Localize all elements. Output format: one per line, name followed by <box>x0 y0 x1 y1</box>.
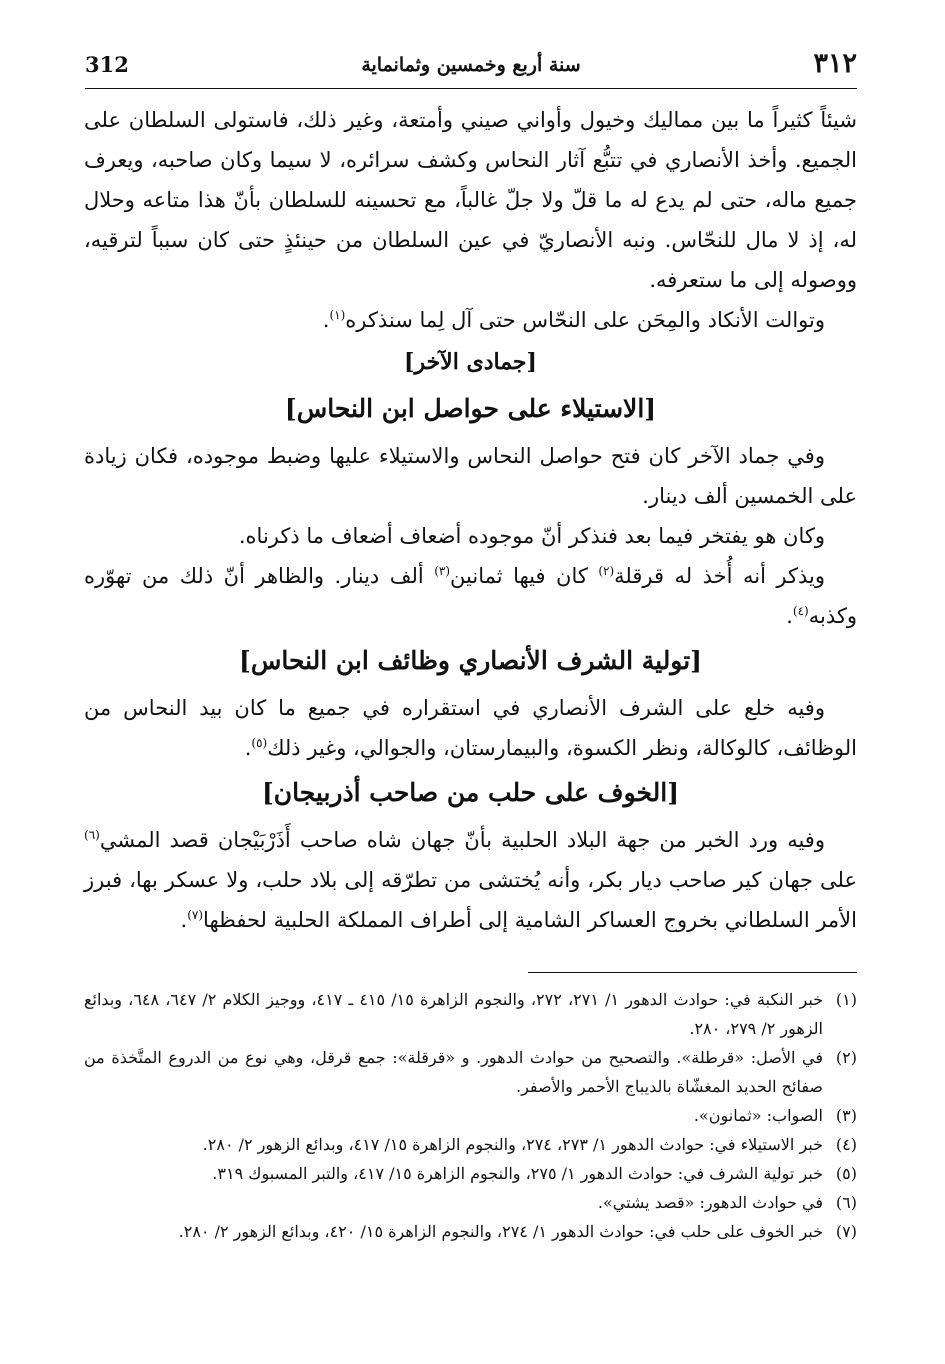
footnote-number: (٥) <box>835 1164 857 1183</box>
paragraph-6 <box>84 688 857 768</box>
footnote-3 <box>84 1101 857 1130</box>
section-heading-3: [الخوف على حلب من صاحب أذربيجان] <box>261 778 680 807</box>
paragraph-7-end: . <box>180 908 188 932</box>
footnotes <box>84 985 857 1246</box>
footnote-ref-6: (٦) <box>84 828 100 842</box>
page-number-latin: 312 <box>85 52 129 77</box>
paragraph-7 <box>84 820 857 940</box>
paragraph-5-c: ألف دينار. والظاهر أنّ ذلك من تهوّره وكذبه <box>84 564 857 628</box>
paragraph-5-a: ويذكر أنه أُخذ له قرقلة <box>614 564 825 588</box>
footnote-ref-1: (١) <box>329 308 346 322</box>
footnote-ref-4: (٤) <box>792 604 809 618</box>
paragraph-5 <box>84 556 857 636</box>
footnote-ref-5: (٥) <box>251 736 268 750</box>
footnote-2 <box>84 1043 857 1101</box>
footnote-text: في الأصل: «قرطلة». والتصحيح من حوادث الدهور. و «قرقلة»: جمع قرقل، وهي نوع من الدروع المتَّخذة من صفائح الحديد المغشّاة بالديباج الأحمر والأصفر. <box>84 1048 823 1096</box>
footnote-separator <box>528 972 857 973</box>
paragraph-4: وكان هو يفتخر فيما بعد فنذكر أنّ موجوده أضعاف أضعاف ما ذكرناه. <box>238 524 825 548</box>
footnote-text: الصواب: «ثمانون». <box>693 1106 823 1125</box>
footnote-number: (٣) <box>835 1106 857 1125</box>
paragraph-3: وفي جماد الآخر كان فتح حواصل النحاس والاستيلاء عليها وضبط موجوده، فكان زيادة على الخمسين ألف دينار. <box>84 444 857 508</box>
paragraph-6-end: . <box>244 736 252 760</box>
paragraph-2-end: . <box>322 308 330 332</box>
footnote-7 <box>84 1217 857 1246</box>
paragraph-1: شيئاً كثيراً ما بين مماليك وخيول وأواني صيني وأمتعة، وغير ذلك، فاستولى السلطان على الجميع. وأخذ الأنصاري في تتبُّع آثار النحاس وكشف سرائره، لا سيما وكان صاحبه، ويعرف جميع ماله، حتى لم يدع له ما قلّ ولا جلّ غالباً، مع تحسينه للسلطان بأنّ هذا متاعه وحلال له، إذ لا مال للنحّاس. ونبه الأنصاريّ في عين السلطان من حينئذٍ حتى كان سبباً لترقيه، ووصوله إلى ما ستعرفه. <box>84 108 857 292</box>
section-heading-2: [تولية الشرف الأنصاري وظائف ابن النحاس] <box>238 646 703 675</box>
footnote-number: (٦) <box>835 1193 857 1212</box>
footnote-6 <box>84 1188 857 1217</box>
footnote-text: خبر الاستيلاء في: حوادث الدهور ١/ ٢٧٣، ٢٧٤، والنجوم الزاهرة ١٥/ ٤١٧، وبدائع الزهور ٢/ ٢٨٠. <box>202 1135 823 1154</box>
section-heading-1: [الاستيلاء على حواصل ابن النحاس] <box>284 394 657 423</box>
footnote-4 <box>84 1130 857 1159</box>
footnote-number: (١) <box>835 990 857 1009</box>
footnote-ref-3: (٣) <box>434 564 451 578</box>
footnote-5 <box>84 1159 857 1188</box>
running-title: سنة أربع وخمسين وثمانماية <box>361 54 581 76</box>
footnote-number: (٤) <box>835 1135 857 1154</box>
page-header <box>85 48 857 89</box>
paragraph-7-a: وفيه ورد الخبر من جهة البلاد الحلبية بأنّ جهان شاه صاحب أَذَرْبَيْجان قصد المشي <box>99 828 825 852</box>
paragraph-2 <box>84 300 857 340</box>
section-heading-month: [جمادى الآخر] <box>404 349 537 375</box>
main-text <box>84 100 857 940</box>
footnote-text: في حوادث الدهور: «قصد يشتي». <box>597 1193 823 1212</box>
footnote-ref-2: (٢) <box>598 564 615 578</box>
footnote-number: (٧) <box>835 1222 857 1241</box>
footnote-text: خبر النكبة في: حوادث الدهور ١/ ٢٧١، ٢٧٢، والنجوم الزاهرة ١٥/ ٤١٥ ـ ٤١٧، ووجيز الكلام ٢/ ٦٤٧، ٦٤٨، وبدائع الزهور ٢/ ٢٧٩، ٢٨٠. <box>84 990 824 1038</box>
footnote-text: خبر تولية الشرف في: حوادث الدهور ١/ ٢٧٥، والنجوم الزاهرة ١٥/ ٤١٧، والتبر المسبوك ٣١٩. <box>212 1164 823 1183</box>
footnote-ref-7: (٧) <box>187 908 204 922</box>
footnote-text: خبر الخوف على حلب في: حوادث الدهور ١/ ٢٧٤، والنجوم الزاهرة ١٥/ ٤٢٠، وبدائع الزهور ٢/ ٢٨٠. <box>178 1222 823 1241</box>
paragraph-2-text: وتوالت الأنكاد والمِحَن على النحّاس حتى آل لِما سنذكره <box>345 308 825 332</box>
paragraph-5-b: كان فيها ثمانين <box>450 564 599 588</box>
paragraph-7-b: على جهان كير صاحب ديار بكر، وأنه يُختشى من تطرّقه إلى بلاد حلب، ولا عسكر بها، فبرز الأمر السلطاني بخروج العساكر الشامية إلى أطراف المملكة الحلبية لحفظها <box>84 868 857 932</box>
paragraph-6-text: وفيه خلع على الشرف الأنصاري في استقراره في جميع ما كان بيد النحاس من الوظائف، كالوكالة، ونظر الكسوة، والبيمارستان، والجوالي، وغير ذلك <box>84 696 857 760</box>
footnote-1 <box>84 985 857 1043</box>
paragraph-5-end: . <box>786 604 793 628</box>
footnote-number: (٢) <box>835 1048 857 1067</box>
page-number-arabic: ٣١٢ <box>813 48 857 79</box>
